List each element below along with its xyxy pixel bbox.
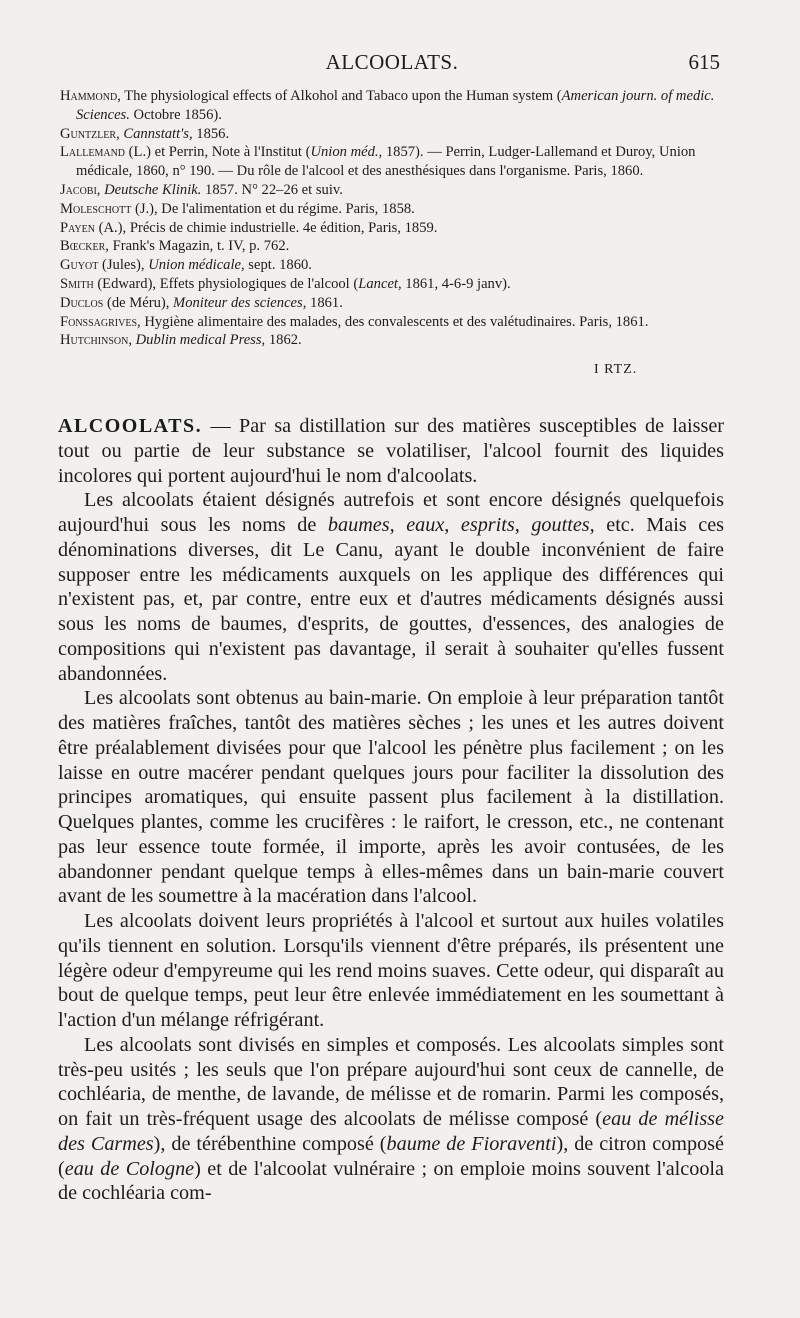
- paragraph: ALCOOLATS. — Par sa distillation sur des matières susceptibles de laisser tout ou partie de leur substance se volatiliser, l'alcool fournit des liquides incolores qui portent aujourd'hui le nom d'alcoolats.: [58, 415, 724, 487]
- reference-entry: Hutchinson, Dublin medical Press, 1862.: [60, 332, 302, 349]
- article-heading: ALCOOLATS.: [58, 415, 203, 437]
- reference-entry: Payen (A.), Précis de chimie industrielle. 4e édition, Paris, 1859.: [60, 219, 438, 236]
- paragraph: Les alcoolats sont divisés en simples et composés. Les alcoolats simples sont très-peu usités ; les seuls que l'on prépare aujourd'hui sont ceux de cannelle, de cochléaria, de menthe, de lavande, de mélisse et de romarin. Parmi les composés, on fait un très-fréquent usage des alcoolats de mélisse composé (eau de mélisse des Carmes), de térébenthine composé (baume de Fioraventi), de citron composé (eau de Cologne) et de l'alcoolat vulnéraire ; on emploie moins souvent l'alcoola de cochléaria com-: [58, 1033, 724, 1205]
- reference-entry: Bœcker, Frank's Magazin, t. IV, p. 762.: [60, 238, 290, 255]
- article-body: [58, 414, 724, 1206]
- author-signature: I RTZ.: [594, 362, 638, 377]
- reference-entry: Fonssagrives, Hygiène alimentaire des malades, des convalescents et des valétudinaires. Paris, 1861.: [60, 313, 649, 330]
- paragraph: Les alcoolats sont obtenus au bain-marie. On emploie à leur préparation tantôt des matières fraîches, tantôt des matières sèches ; les unes et les autres doivent être préalablement divisées pour que l'alcool les pénètre plus facilement ; on les laisse en outre macérer pendant quelques jours pour faciliter la dissolution des principes aromatiques, qui ensuite passent plus facilement à la distillation. Quelques plantes, comme les crucifères : le raifort, le cresson, etc., ne contenant pas leur essence toute formée, il importe, après les avoir contusées, de les abandonner pendant quelque temps à elles-mêmes dans un bain-marie couvert avant de les soumettre à la macération dans l'alcool.: [58, 687, 724, 908]
- reference-entry: Hammond, The physiological effects of Alkohol and Tabaco upon the Human system (American journ. of medic. Sciences. Octobre 1856).: [60, 88, 715, 123]
- reference-entry: Smith (Edward), Effets physiologiques de l'alcool (Lancet, 1861, 4-6-9 janv).: [60, 275, 511, 292]
- running-title: ALCOOLATS.: [325, 50, 459, 74]
- reference-entry: Duclos (de Méru), Moniteur des sciences, 1861.: [60, 294, 343, 311]
- paragraph: Les alcoolats étaient désignés autrefois et sont encore désignés quelquefois aujourd'hui sous les noms de baumes, eaux, esprits, gouttes, etc. Mais ces dénominations diverses, dit Le Canu, ayant le double inconvénient de faire supposer entre les médicaments auxquels on les applique des différences qui n'existent pas, et, par contre, entre eux et d'autres médicaments désignés aussi sous les noms de baumes, d'esprits, de gouttes, d'essences, des analogies de compositions qui n'existent pas davantage, il serait à souhaiter qu'elles fussent abandonnées.: [58, 489, 725, 685]
- reference-entry: Guntzler, Cannstatt's, 1856.: [60, 125, 230, 142]
- paragraph: Les alcoolats doivent leurs propriétés à l'alcool et surtout aux huiles volatiles qu'ils tiennent en solution. Lorsqu'ils viennent d'être préparés, ils présentent une légère odeur d'empyreume qui les rend moins suaves. Cette odeur, qui disparaît au bout de quelque temps, peut leur être enlevée immédiatement en les soumettant à l'action d'un mélange réfrigérant.: [58, 910, 724, 1031]
- bibliography: [60, 87, 724, 350]
- running-head: [60, 50, 724, 80]
- reference-entry: Moleschott (J.), De l'alimentation et du régime. Paris, 1858.: [60, 200, 415, 217]
- page-number: 615: [688, 50, 720, 74]
- reference-entry: Guyot (Jules), Union médicale, sept. 1860.: [60, 257, 312, 274]
- reference-entry: Jacobi, Deutsche Klinik. 1857. N° 22–26 et suiv.: [60, 181, 343, 198]
- reference-entry: Lallemand (L.) et Perrin, Note à l'Institut (Union méd., 1857). — Perrin, Ludger-Lallemand et Duroy, Union médicale, 1860, n° 190. — Du rôle de l'alcool et des anesthésiques dans l'organisme. Paris, 1860.: [60, 144, 696, 180]
